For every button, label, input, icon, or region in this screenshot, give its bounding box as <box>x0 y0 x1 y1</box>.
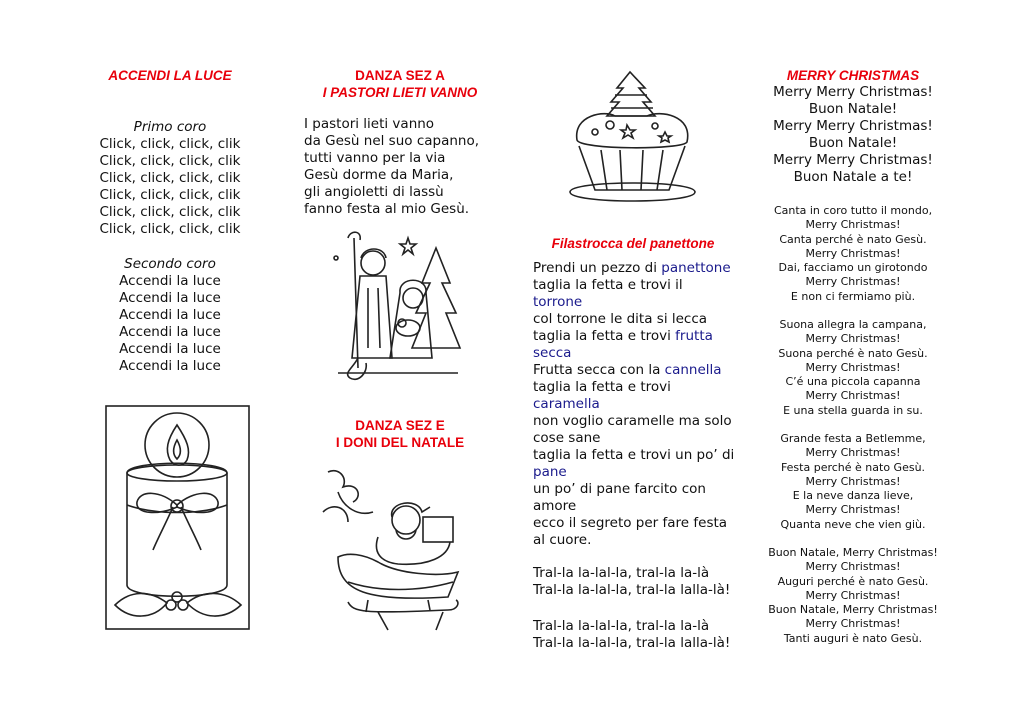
lyric-line: Accendi la luce <box>119 341 221 357</box>
verse-line: Suona allegra la campana, <box>779 318 927 331</box>
verse-line: E la neve danza lieve, <box>792 489 914 503</box>
candle-illustration <box>105 405 250 630</box>
chorus-block <box>753 84 953 186</box>
verse-line: Canta in coro tutto il mondo, <box>773 204 933 217</box>
verse-line: Merry Christmas! <box>805 617 901 631</box>
highlight-word: secca <box>533 345 572 361</box>
refrain-block <box>533 565 730 599</box>
verse-line: Merry Christmas! <box>805 218 901 232</box>
lyric-line: Gesù dorme da Maria, <box>304 167 454 183</box>
lyric-line: fanno festa al mio Gesù. <box>304 201 470 217</box>
lyric-line: I pastori lieti vanno <box>304 116 435 132</box>
verse-line: Merry Christmas! <box>805 246 901 260</box>
poem-title: Filastrocca del panettone <box>551 236 715 251</box>
verse-line: E una stella guarda in su. <box>783 403 923 417</box>
poem-line <box>533 328 734 345</box>
poem-line: col torrone le dita si lecca <box>533 311 708 327</box>
poem-line: non voglio caramelle ma solo <box>533 413 732 429</box>
verse-line: Quanta neve che vien giù. <box>780 517 926 531</box>
lyric-line: Click, click, click, clik <box>99 170 241 186</box>
highlight-word: cannella <box>664 362 722 378</box>
poem-line: ecco il segreto per fare festa <box>533 515 728 531</box>
chorus-line: Buon Natale! <box>808 101 898 117</box>
poem-line: un po’ di pane farcito con <box>533 481 706 497</box>
lyric-line: tutti vanno per la via <box>304 150 446 166</box>
lyric-line: Click, click, click, clik <box>99 204 241 220</box>
verse-line: Dai, facciamo un girotondo <box>778 261 928 275</box>
verse-block <box>304 116 479 218</box>
refrain-line: Tral-la la-lal-la, tral-la lalla-là! <box>533 635 731 651</box>
verse-block <box>753 204 953 304</box>
lyric-line: Click, click, click, clik <box>99 187 241 203</box>
verse-line: Buon Natale, Merry Christmas! <box>768 546 938 559</box>
lyric-line: gli angioletti di lassù <box>304 184 444 200</box>
verse-line: Merry Christmas! <box>805 503 901 517</box>
refrain-line: Tral-la la-lal-la, tral-la la-là <box>533 565 710 581</box>
verse-line: Buon Natale, Merry Christmas! <box>768 603 938 617</box>
highlight-word: panettone <box>661 260 731 276</box>
chorus-line: Buon Natale! <box>808 135 898 151</box>
verse-line: Canta perché è nato Gesù. <box>779 232 927 246</box>
poem-line: taglia la fetta e trovi il <box>533 277 683 293</box>
lyric-line: Accendi la luce <box>119 324 221 340</box>
verse-line: Merry Christmas! <box>805 332 901 346</box>
poem-text: Prendi un pezzo di <box>533 260 662 276</box>
song-title: MERRY CHRISTMAS <box>786 68 920 83</box>
lyric-line: Accendi la luce <box>119 273 221 289</box>
lyric-line: Click, click, click, clik <box>99 136 241 152</box>
chorus-line: Merry Merry Christmas! <box>773 118 933 134</box>
santa-sleigh-illustration <box>318 462 468 632</box>
verse-line: Merry Christmas! <box>805 474 901 488</box>
poem-line: al cuore. <box>533 532 592 548</box>
poem-line <box>533 362 734 379</box>
section-subtitle: Primo coro <box>133 119 207 135</box>
verse-line: Merry Christmas! <box>805 588 901 602</box>
verse-line: Auguri perché è nato Gesù. <box>777 574 929 588</box>
verse-block <box>85 273 255 375</box>
verse-block <box>753 318 953 418</box>
cupcake-illustration <box>565 70 700 210</box>
poem-line <box>533 260 734 277</box>
verse-line: C’é una piccola capanna <box>785 375 921 389</box>
poem-body <box>533 260 734 549</box>
highlight-word: caramella <box>533 396 600 412</box>
verse-line: Merry Christmas! <box>805 446 901 460</box>
chorus-line: Buon Natale a te! <box>793 169 913 185</box>
poem-line: cose sane <box>533 430 601 446</box>
chorus-line: Merry Merry Christmas! <box>773 84 933 100</box>
lyric-line: da Gesù nel suo capanno, <box>304 133 480 149</box>
poem-line: amore <box>533 498 577 514</box>
lyric-line: Accendi la luce <box>119 307 221 323</box>
verse-line: Suona perché è nato Gesù. <box>778 346 928 360</box>
verse-line: Merry Christmas! <box>805 389 901 403</box>
poem-text: Frutta secca con la <box>533 362 665 378</box>
refrain-block <box>533 618 730 652</box>
highlight-word: frutta <box>675 328 713 344</box>
verse-line: Merry Christmas! <box>805 560 901 574</box>
dance-subtitle: I PASTORI LIETI VANNO <box>322 85 478 100</box>
dance-title: DANZA SEZ A <box>355 68 445 83</box>
verse-line: Tanti auguri è nato Gesù. <box>783 631 923 645</box>
verse-block <box>753 432 953 532</box>
verse-line: Merry Christmas! <box>805 275 901 289</box>
highlight-word: pane <box>533 464 567 480</box>
nativity-illustration <box>328 228 468 388</box>
verse-line: Grande festa a Betlemme, <box>780 432 926 445</box>
lyric-line: Click, click, click, clik <box>99 153 241 169</box>
poem-line: taglia la fetta e trovi <box>533 379 671 395</box>
verse-block <box>85 136 255 238</box>
song-title: ACCENDI LA LUCE <box>108 68 232 83</box>
verse-block <box>753 546 953 646</box>
verse-line: Merry Christmas! <box>805 360 901 374</box>
chorus-line: Merry Merry Christmas! <box>773 152 933 168</box>
section-subtitle: Secondo coro <box>124 256 216 272</box>
dance-title: DANZA SEZ E <box>355 418 445 433</box>
verse-line: Festa perché è nato Gesù. <box>780 460 926 474</box>
poem-line: taglia la fetta e trovi un po’ di <box>533 447 735 463</box>
lyric-line: Click, click, click, clik <box>99 221 241 237</box>
lyric-line: Accendi la luce <box>119 290 221 306</box>
highlight-word: torrone <box>533 294 583 310</box>
refrain-line: Tral-la la-lal-la, tral-la lalla-là! <box>533 582 731 598</box>
refrain-line: Tral-la la-lal-la, tral-la la-là <box>533 618 710 634</box>
poem-text: taglia la fetta e trovi <box>533 328 676 344</box>
dance-subtitle: I DONI DEL NATALE <box>335 435 465 450</box>
verse-line: E non ci fermiamo più. <box>790 289 916 303</box>
lyric-line: Accendi la luce <box>119 358 221 374</box>
